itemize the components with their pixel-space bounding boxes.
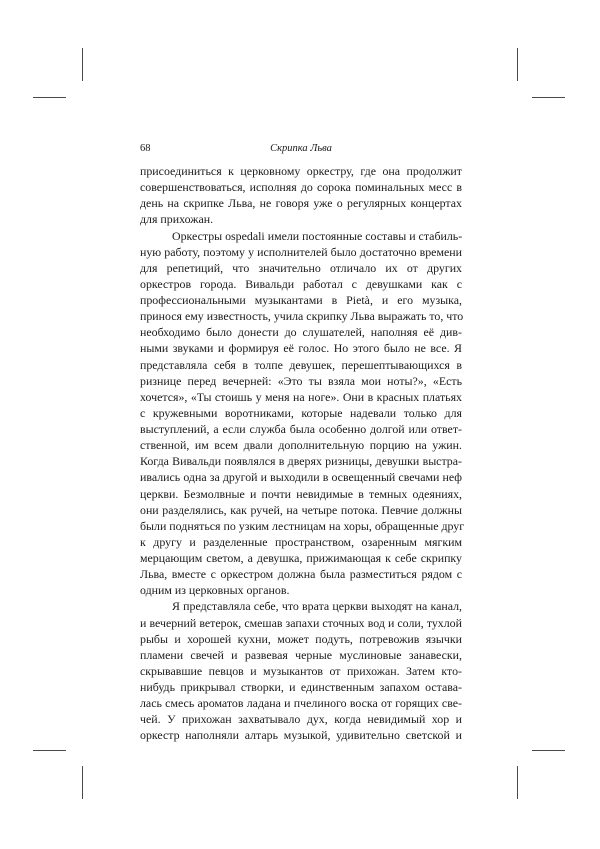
text-line: день на скрипке Льва, не говоря уже о регулярных концертах bbox=[140, 196, 462, 211]
text-line: нибудь прикрывал створки, и единственным запахом остава- bbox=[140, 680, 462, 694]
text-line: ивались одна за другой и выходили в освещенный свечами неф bbox=[140, 470, 462, 485]
text-line: церкви. Безмолвные и почти невидимые в темных одеяниях, bbox=[140, 486, 462, 501]
crop-mark-top-left-h bbox=[33, 97, 66, 98]
text-line: ственной, им всем двали дополнительную порцию на ужин. bbox=[140, 438, 462, 453]
running-title: Скрипка Льва bbox=[270, 143, 332, 154]
text-line: лась смесь ароматов ладана и пчелиного воска от горящих све- bbox=[140, 696, 462, 711]
crop-mark-bottom-right-v bbox=[517, 766, 518, 799]
crop-mark-top-right-h bbox=[532, 97, 565, 98]
text-line: совершенствоваться, исполняя до сорока поминальных месс в bbox=[140, 180, 462, 195]
crop-mark-bottom-right-h bbox=[532, 750, 565, 751]
text-line: были подняться по узким лестницам на хоры, обращенные друг bbox=[140, 518, 465, 533]
text-line: пламени свечей и развевая черные муслиновые занавески, bbox=[140, 647, 462, 662]
text-line: ризнице перед вечерней: «Это ты взяла мои ноты?», «Есть bbox=[140, 373, 462, 388]
text-line: для прихожан. bbox=[140, 212, 214, 227]
crop-mark-top-right-v bbox=[517, 48, 518, 81]
crop-mark-top-left-v bbox=[82, 48, 83, 81]
text-line: мерцающим светом, а девушка, прижимающая к себе скрипку bbox=[140, 551, 462, 565]
text-line: одним из церковных органов. bbox=[140, 583, 290, 598]
text-line: Оркестры ospedali имели постоянные составы и стабиль- bbox=[172, 228, 463, 243]
text-line: выступлений, а если служба была особенно долгой или ответ- bbox=[140, 422, 462, 436]
text-line: профессиональными музыкантами в Pietà, и его музыка, bbox=[140, 293, 462, 307]
page-number: 68 bbox=[140, 143, 151, 154]
text-line: оркестр наполняли алтарь музыкой, удивительно светской и bbox=[140, 728, 462, 743]
text-line: ными звуками и формируя её голос. Но этого было не все. Я bbox=[140, 341, 462, 356]
text-line: ную работу, поэтому у исполнителей было достаточно времени bbox=[140, 244, 462, 259]
text-line: к другу и разделенные пространством, озаренным мягким bbox=[140, 534, 462, 549]
text-line: Льва, вместе с оркестром должна была разместиться рядом с bbox=[140, 567, 462, 582]
text-line: они разделялись, как ручей, на четыре потока. Певчие должны bbox=[140, 502, 462, 517]
text-line: необходимо было донести до слушателей, наполняя её див- bbox=[140, 325, 462, 340]
crop-mark-bottom-left-v bbox=[82, 766, 83, 799]
text-line: скрывавшие певцов и музыкантов от прихожан. Затем кто- bbox=[140, 663, 462, 678]
body-text bbox=[140, 163, 465, 744]
crop-mark-bottom-left-h bbox=[33, 750, 66, 751]
text-line: для репетиций, что значительно отличало их от других bbox=[140, 260, 462, 275]
text-line: оркестров города. Вивальди работал с девушками как с bbox=[140, 276, 462, 291]
text-line: Я представляла себе, что врата церкви выходят на канал, bbox=[172, 599, 462, 614]
text-line: чей. У прихожан захватывало дух, когда невидимый хор и bbox=[140, 712, 462, 727]
text-line: рыбы и хорошей кухни, может подуть, потревожив язычки bbox=[140, 631, 462, 646]
page-header bbox=[140, 143, 462, 157]
text-line: принося ему известность, учила скрипку Льва выражать то, что bbox=[140, 309, 464, 324]
text-line: хочется», «Ты стоишь у меня на ноге». Они в красных платьях bbox=[140, 389, 462, 404]
text-line: представляла себя в толпе девушек, перешептывающихся в bbox=[140, 357, 462, 372]
text-line: с кружевными воротниками, которые надевали только для bbox=[140, 405, 462, 420]
text-line: Когда Вивальди появлялся в дверях ризницы, девушки выстра- bbox=[140, 454, 462, 469]
text-line: и вечерний ветерок, смешав запахи сточных вод и соли, тухлой bbox=[140, 615, 462, 630]
text-line: присоединиться к церковному оркестру, где она продолжит bbox=[140, 164, 462, 178]
